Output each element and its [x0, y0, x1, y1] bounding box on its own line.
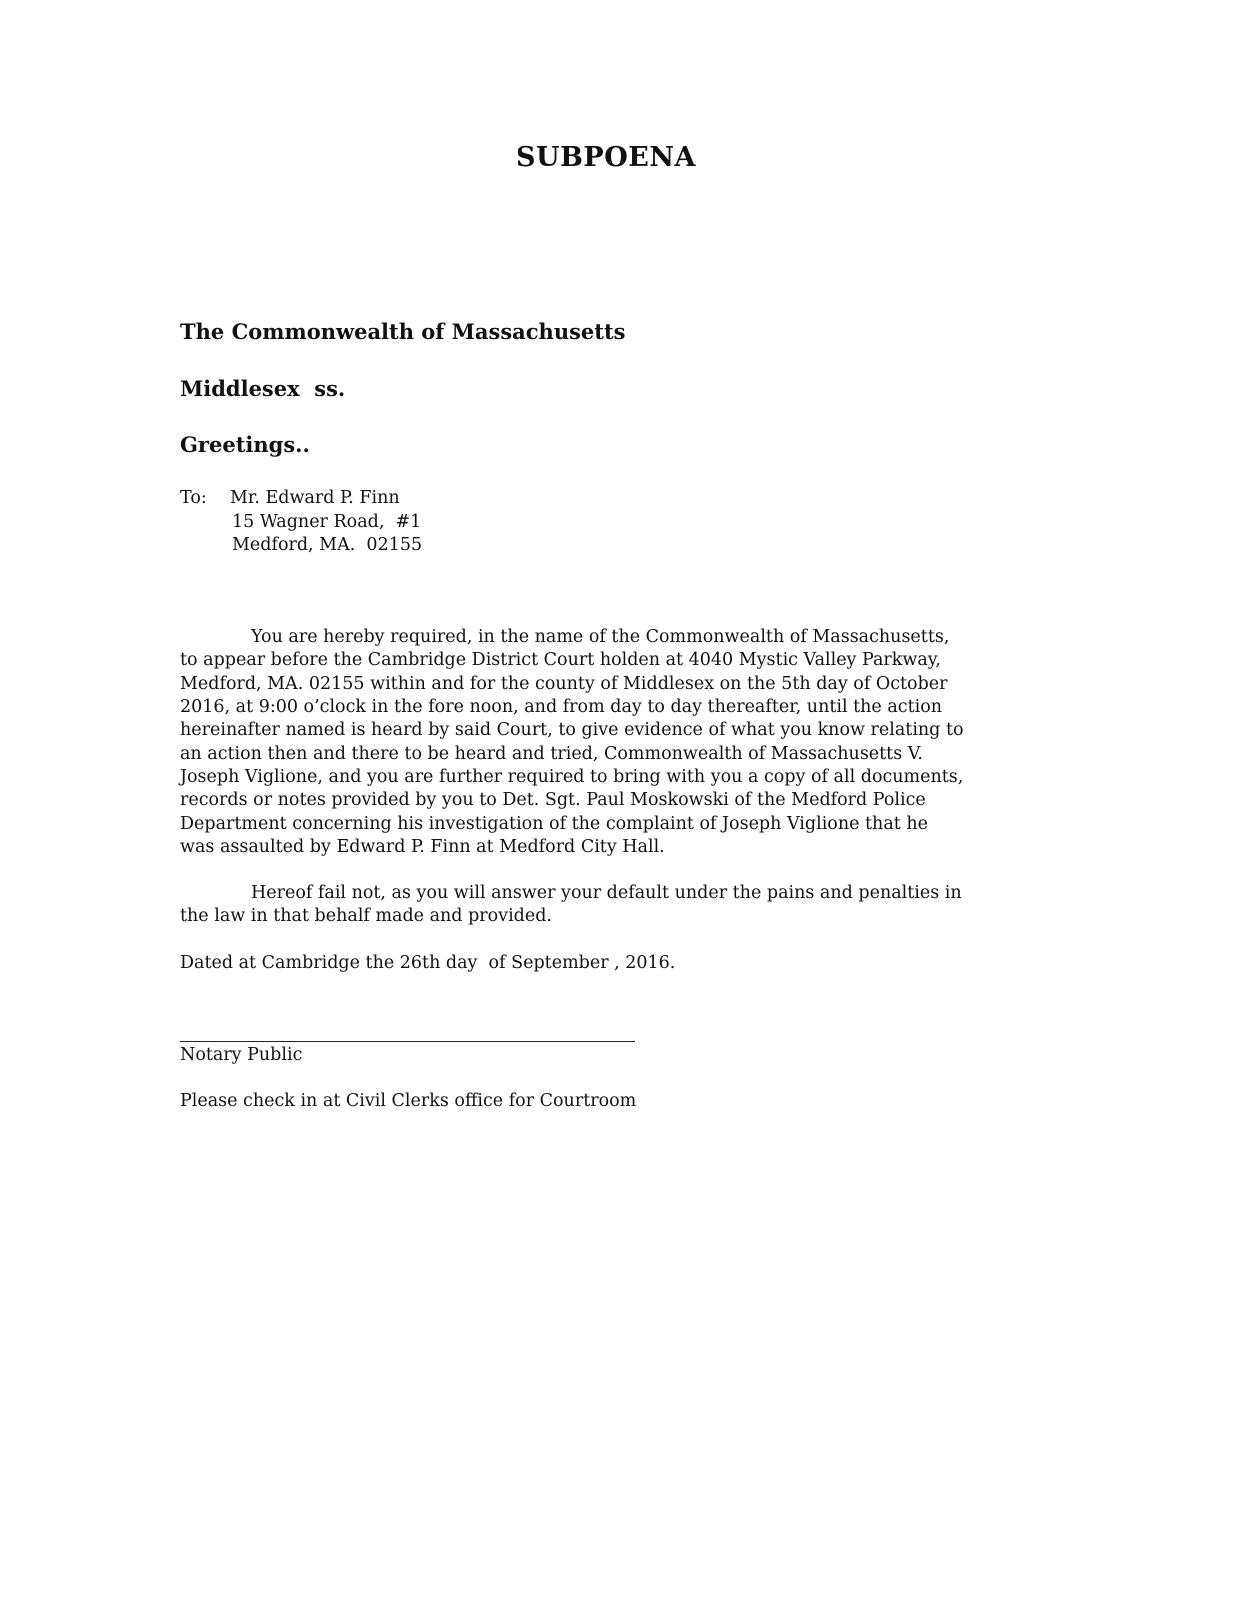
dated-line: Dated at Cambridge the 26th day of September , 2016.: [180, 953, 676, 973]
paragraph-line: Medford, MA. 02155 within and for the county of Middlesex on the 5th day of October: [180, 673, 948, 694]
paragraph-line: hereinafter named is heard by said Court, to give evidence of what you know relating to: [180, 720, 964, 741]
summons-paragraph: [180, 626, 1038, 859]
recipient-name: Mr. Edward P. Finn: [230, 488, 400, 508]
greeting-heading: Greetings..: [180, 432, 310, 457]
notary-label: Notary Public: [180, 1045, 303, 1065]
check-in-note: Please check in at Civil Clerks office for Courtroom: [180, 1091, 637, 1111]
recipient-street: 15 Wagner Road, #1: [232, 511, 422, 532]
paragraph-line: to appear before the Cambridge District Court holden at 4040 Mystic Valley Parkway,: [180, 650, 941, 671]
paragraph-line: the law in that behalf made and provided.: [180, 906, 552, 927]
paragraph-line: Joseph Viglione, and you are further required to bring with you a copy of all documents,: [180, 767, 964, 788]
paragraph-line: 2016, at 9:00 o’clock in the fore noon, and from day to day thereafter, until the action: [180, 697, 943, 718]
paragraph-line: Department concerning his investigation of the complaint of Joseph Viglione that he: [180, 813, 928, 834]
recipient-city: Medford, MA. 02155: [232, 535, 423, 555]
paragraph-line: You are hereby required, in the name of the Commonwealth of Massachusetts,: [251, 627, 950, 647]
paragraph-line: an action then and there to be heard and tried, Commonwealth of Massachusetts V.: [180, 743, 923, 764]
paragraph-line: Hereof fail not, as you will answer your default under the pains and penalties in: [251, 883, 962, 903]
signature-line: [180, 1041, 635, 1042]
document-title: SUBPOENA: [516, 142, 696, 173]
to-label: To:: [180, 488, 207, 508]
recipient-block: [180, 487, 422, 558]
jurisdiction-heading: The Commonwealth of Massachusetts: [180, 319, 626, 344]
paragraph-line: was assaulted by Edward P. Finn at Medford City Hall.: [180, 837, 665, 858]
paragraph-line: records or notes provided by you to Det. Sgt. Paul Moskowski of the Medford Police: [180, 790, 926, 811]
county-heading: Middlesex ss.: [180, 376, 346, 401]
penalty-paragraph: [180, 882, 1038, 929]
